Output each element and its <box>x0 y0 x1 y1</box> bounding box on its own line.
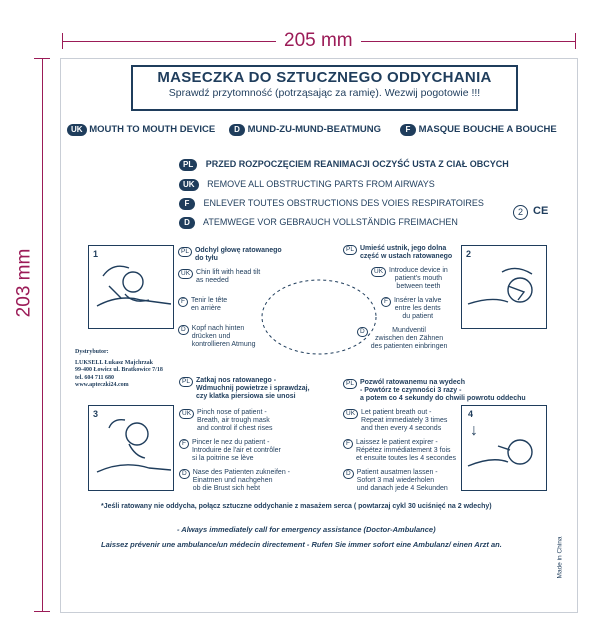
line: Tenir le tête <box>190 297 228 304</box>
line: Repeat immediately 3 times <box>361 417 448 424</box>
rescue-breath-illustration <box>89 406 173 490</box>
ce-mark: CE <box>533 205 549 217</box>
step-2-f <box>381 297 441 321</box>
line: patient's mouth <box>394 275 443 282</box>
line: Zatkaj nos ratowanego - <box>195 377 277 384</box>
warning-uk <box>179 179 435 191</box>
step-2-d-text <box>371 327 448 351</box>
step-3-uk <box>179 409 273 433</box>
step-1-f <box>178 297 227 313</box>
lang-code-chip: D <box>179 217 195 229</box>
height-tick-top <box>34 58 50 59</box>
lang-code-chip: F <box>381 297 391 307</box>
line: kontrollieren Atmung <box>191 341 256 348</box>
lang-code-chip: UK <box>343 409 358 419</box>
lang-code-chip: F <box>179 198 195 210</box>
line: Pozwól ratowanemu na wydech <box>359 379 465 386</box>
distributor-line: tel. 604 711 680 <box>75 374 114 381</box>
line: Insérer la valve <box>393 297 442 304</box>
distributor-line: www.apteczki24.com <box>75 382 129 388</box>
step-2-uk-text <box>389 267 448 291</box>
step-3-uk-text <box>197 409 272 433</box>
line: Breath, air trough mask <box>197 417 270 424</box>
lang-code-chip: PL <box>179 159 197 171</box>
step-3-f-text <box>192 439 281 463</box>
line: Patient ausatmen lassen - <box>356 469 438 476</box>
width-label: 205 mm <box>276 30 361 52</box>
step-4-uk <box>343 409 447 433</box>
step-1-d <box>178 325 256 349</box>
line: Sofort 3 mal wiederholen <box>356 477 435 484</box>
made-in-label: Made in China <box>556 536 564 579</box>
lang-code-chip: F <box>343 439 353 449</box>
width-tick-left <box>62 33 63 49</box>
product-card <box>60 58 578 613</box>
distributor-heading: Dystrybutor: <box>75 349 109 355</box>
line: do tyłu <box>194 255 218 262</box>
lang-code-chip: UK <box>371 267 386 277</box>
line: Umieść ustnik, jego dolna <box>359 245 447 252</box>
line: czy klatka piersiowa sie unosi <box>195 393 296 400</box>
lang-code-chip: F <box>400 124 416 136</box>
step-4-f <box>343 439 456 463</box>
line: Odchyl głowę ratowanego <box>194 247 282 254</box>
line: Pinch nose of patient - <box>197 409 267 416</box>
warning-text: REMOVE ALL OBSTRUCTING PARTS FROM AIRWAYS <box>207 179 435 189</box>
step-4-d <box>343 469 448 493</box>
step-3-pl-text <box>196 377 310 401</box>
lang-code-chip: D <box>357 327 368 337</box>
line: as needed <box>196 277 229 284</box>
step-3-pl <box>179 377 310 401</box>
head-tilt-illustration <box>89 246 173 328</box>
lang-code-chip: D <box>179 469 190 479</box>
single-use-number: 2 <box>517 207 523 217</box>
step-number: 2 <box>466 249 472 259</box>
lang-code-chip: PL <box>178 247 192 257</box>
lang-code-chip: F <box>179 439 189 449</box>
step-4-f-text <box>356 439 456 463</box>
warning-f <box>179 198 484 210</box>
title-box <box>131 65 518 111</box>
step-number: 4 <box>468 409 474 419</box>
line: Mundventil <box>392 327 426 334</box>
lang-code-chip: UK <box>179 179 199 191</box>
lang-title-text: MASQUE BOUCHE A BOUCHE <box>418 124 557 135</box>
line: et ensuite toutes les 4 secondes <box>355 455 456 462</box>
step-1-f-text <box>191 297 227 313</box>
line: Répétez immédiatement 3 fois <box>355 447 451 454</box>
lang-code-chip: PL <box>343 379 357 389</box>
warning-pl <box>179 159 509 171</box>
line: drücken und <box>191 333 231 340</box>
step-2-illustration <box>461 245 547 329</box>
line: des patienten einbringen <box>370 343 448 350</box>
width-tick-right <box>575 33 576 49</box>
warning-text: ATEMWEGE VOR GEBRAUCH VOLLSTÄNDIG FREIMACHEN <box>203 217 458 227</box>
lang-code-chip: UK <box>179 409 194 419</box>
language-title-f <box>400 124 557 136</box>
lang-code-chip: D <box>178 325 189 335</box>
single-use-icon <box>513 205 528 220</box>
line: Kopf nach hinten <box>191 325 245 332</box>
line: si la poitrine se lève <box>191 455 254 462</box>
step-number: 3 <box>93 409 99 419</box>
line: und danach jede 4 Sekunden <box>356 485 448 492</box>
line: entre les dents <box>394 305 441 312</box>
distributor-line: 99-400 Łowicz ul. Bratkowice 7/18 <box>75 367 163 373</box>
insert-mask-illustration <box>462 246 546 328</box>
distributor-block <box>75 349 163 390</box>
step-4-pl-text <box>360 379 526 403</box>
step-1-illustration <box>88 245 174 329</box>
line: Chin lift with head tilt <box>196 269 261 276</box>
line: Introduire de l'air et contrôler <box>191 447 281 454</box>
lang-code-chip: UK <box>67 124 87 136</box>
line: between teeth <box>396 283 441 290</box>
line: Let patient breath out - <box>361 409 432 416</box>
step-4-d-text <box>357 469 448 493</box>
language-title-uk <box>67 124 215 136</box>
line: - Powtórz te czynności 3 razy - <box>359 387 462 394</box>
lang-code-chip: D <box>229 124 245 136</box>
step-4-pl <box>343 379 526 403</box>
line: Laissez le patient expirer - <box>355 439 438 446</box>
step-3-d <box>179 469 290 493</box>
step-2-d <box>357 327 447 351</box>
warning-text: ENLEVER TOUTES OBSTRUCTIONS DES VOIES RESPIRATOIRES <box>203 198 484 208</box>
step-2-pl-text <box>360 245 452 261</box>
step-2-f-text <box>394 297 441 321</box>
line: Pincer le nez du patient - <box>191 439 270 446</box>
step-3-d-text <box>193 469 290 493</box>
step-1-pl <box>178 247 282 263</box>
line: du patient <box>402 313 434 320</box>
lang-code-chip: D <box>343 469 354 479</box>
warning-d <box>179 217 458 229</box>
height-dimension-line <box>42 58 43 611</box>
line: ob die Brust sich hebt <box>192 485 261 492</box>
line: a potem co 4 sekundy do chwili powrotu oddechu <box>359 395 526 402</box>
step-1-uk-text <box>196 269 260 285</box>
page-subtitle: Sprawdź przytomność (potrząsając za ramię). Wezwij pogotowie !!! <box>168 87 481 99</box>
lang-code-chip: UK <box>178 269 193 279</box>
step-2-uk <box>371 267 448 291</box>
lang-title-text: MOUTH TO MOUTH DEVICE <box>89 124 216 135</box>
footer-emergency-en: - Always immediately call for emergency assistance (Doctor-Ambulance) <box>177 525 436 534</box>
page-title: MASECZKA DO SZTUCZNEGO ODDYCHANIA <box>157 69 492 86</box>
step-4-illustration <box>461 405 547 491</box>
lang-title-text: MUND-ZU-MUND-BEATMUNG <box>247 124 381 135</box>
height-label: 203 mm <box>13 243 35 324</box>
language-title-d <box>229 124 381 136</box>
line: and then every 4 seconds <box>361 425 442 432</box>
line: Wdmuchnij powietrze i sprawdzaj, <box>195 385 310 392</box>
line: and control if chest rises <box>197 425 273 432</box>
step-4-uk-text <box>361 409 447 433</box>
line: Einatmen und nachgehen <box>192 477 273 484</box>
line: zwischen den Zähnen <box>374 335 444 342</box>
lang-code-chip: PL <box>343 245 357 255</box>
height-tick-bottom <box>34 611 50 612</box>
down-arrow-icon: ↓ <box>470 422 478 439</box>
step-1-uk <box>178 269 260 285</box>
line: Nase des Patienten zukneifen - <box>192 469 290 476</box>
distributor-line: LUKSELL Łukasz Majchrzak <box>75 359 154 366</box>
line: en arrière <box>190 305 221 312</box>
line: część w ustach ratowanego <box>359 253 453 260</box>
lang-code-chip: F <box>178 297 188 307</box>
step-2-pl <box>343 245 452 261</box>
step-3-illustration <box>88 405 174 491</box>
step-number: 1 <box>93 249 99 259</box>
warning-text: PRZED ROZPOCZĘCIEM REANIMACJI OCZYŚĆ USTA Z CIAŁ OBCYCH <box>205 159 509 169</box>
step-1-d-text <box>192 325 256 349</box>
step-1-pl-text <box>195 247 282 263</box>
exhale-illustration <box>462 406 546 490</box>
lang-code-chip: PL <box>179 377 193 387</box>
footer-emergency-fr-de: Laissez prévenir une ambulance/un médecin directement - Rufen Sie immer sofort eine Ambulanz/ einen Arzt an. <box>101 540 502 549</box>
step-3-f <box>179 439 281 463</box>
cpr-note: *Jeśli ratowany nie oddycha, połącz sztuczne oddychanie z masażem serca ( powtarzaj cykl 30 uciśnięć na 2 wdechy) <box>101 503 492 510</box>
line: Introduce device in <box>389 267 448 274</box>
